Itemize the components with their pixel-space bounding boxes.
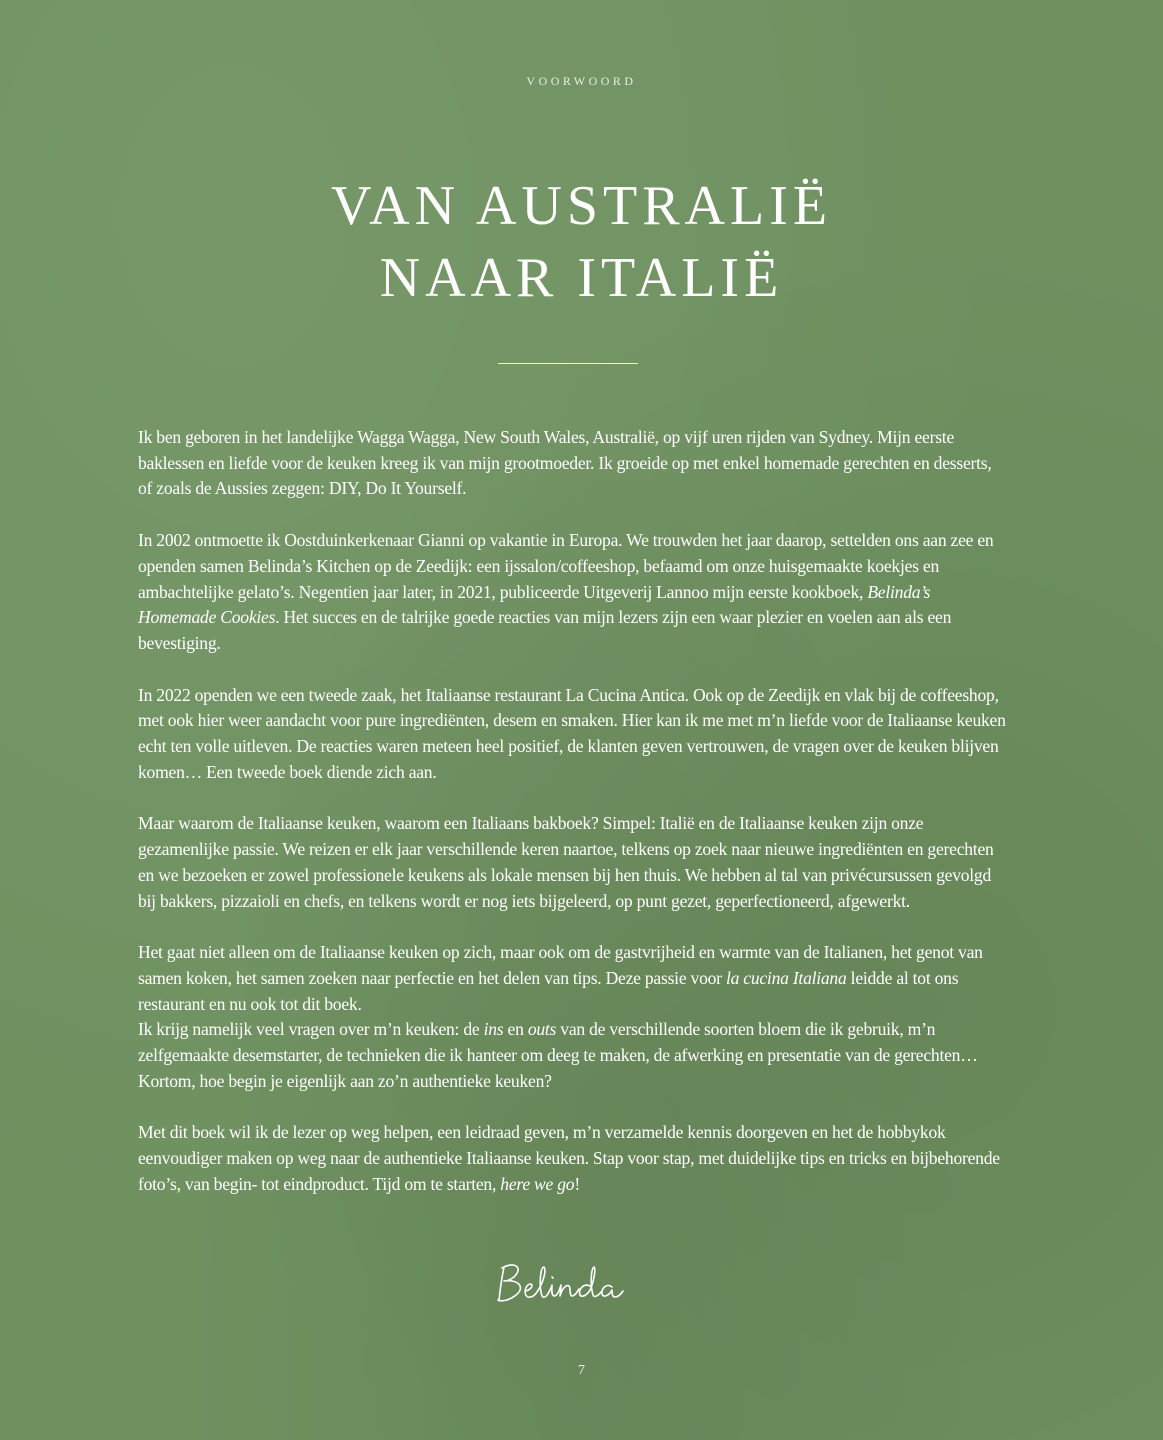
paragraph-7 bbox=[138, 1120, 1008, 1197]
page-number: 7 bbox=[578, 1363, 585, 1378]
paragraph-2-text-b: . Het succes en de talrijke goede reacties van mijn lezers zijn een waar plezier en voelen aan als een bevestiging. bbox=[138, 607, 952, 653]
paragraph-4: Maar waarom de Italiaanse keuken, waarom een Italiaans bakboek? Simpel: Italië en de Italiaanse keuken zijn onze gezamenlijke passie. We reizen er elk jaar verschillende keren naartoe, telkens op zoek naar nieuwe ingrediënten en gerechten en we bezoeken er zowel professionele keukens als lokale mensen bij hen thuis. We hebben al tal van privécursussen gevolgd bij bakkers, pizzaioli en chefs, en telkens wordt er nog iets bijgeleerd, op punt gezet, geperfectioneerd, afgewerkt. bbox=[138, 813, 994, 911]
signature bbox=[490, 1255, 660, 1315]
paragraph-5-text-b: leidde al tot ons restaurant en nu ook tot dit boek. bbox=[138, 967, 959, 1014]
section-kicker: VOORWOORD bbox=[526, 74, 637, 88]
paragraph-5-text-a: Het gaat niet alleen om de Italiaanse keuken op zich, maar ook om de gastvrijheid en warmte van de Italianen, het genot van samen koken, het samen zoeken naar perfectie en het delen van tips. Deze passie voor bbox=[138, 942, 983, 988]
title-line-1: VAN AUSTRALIË bbox=[330, 175, 833, 237]
paragraph-6 bbox=[138, 1017, 1008, 1094]
here-we-go-italic: here we go bbox=[500, 1173, 575, 1194]
page-title bbox=[0, 170, 1163, 314]
paragraph-6-text-b: en bbox=[503, 1019, 528, 1040]
paragraph-2-text-a: In 2002 ontmoette ik Oostduinkerkenaar Gianni op vakantie in Europa. We trouwden het jaar daarop, settelden ons aan zee en openden samen Belinda’s Kitchen op de Zeedijk: een ijssalon/coffeeshop, befaamd om onze huisgemaakte koekjes en ambachtelijke gelato’s. Negentien jaar later, in 2021, publiceerde Uitgeverij Lannoo mijn eerste kookboek, bbox=[138, 530, 994, 602]
outs-italic: outs bbox=[527, 1019, 557, 1040]
title-divider bbox=[498, 363, 638, 364]
foreword-body bbox=[138, 425, 1008, 1224]
book-title-italic: Belinda’s Homemade Cookies bbox=[138, 581, 931, 628]
paragraph-7-text-a: Met dit boek wil ik de lezer op weg helpen, een leidraad geven, m’n verzamelde kennis doorgeven en het de hobbykok eenvoudiger maken op weg naar de authentieke Italiaanse keuken. Stap voor stap, met duidelijke tips en tricks en bijbehorende foto’s, van begin- tot eindproduct. Tijd om te starten, bbox=[138, 1122, 1000, 1194]
handwritten-signature-icon bbox=[490, 1255, 660, 1315]
paragraph-2 bbox=[138, 528, 1008, 657]
title-line-2: NAAR ITALIË bbox=[379, 247, 784, 309]
paragraph-5 bbox=[138, 940, 1008, 1017]
paragraph-1: Ik ben geboren in het landelijke Wagga Wagga, New South Wales, Australië, op vijf uren rijden van Sydney. Mijn eerste baklessen en liefde voor de keuken kreeg ik van mijn grootmoeder. Ik groeide op met enkel homemade gerechten en desserts, of zoals de Aussies zeggen: DIY, Do It Yourself. bbox=[138, 427, 992, 499]
la-cucina-italiana-italic: la cucina Italiana bbox=[725, 967, 847, 988]
paragraph-6-text-a: Ik krijg namelijk veel vragen over m’n keuken: de bbox=[138, 1019, 484, 1040]
paragraph-6-text-c: van de verschillende soorten bloem die ik gebruik, m’n zelfgemaakte desemstarter, de technieken die ik hanteer om deeg te maken, de afwerking en presentatie van de gerechten… Kortom, hoe begin je eigenlijk aan zo’n authentieke keuken? bbox=[138, 1019, 978, 1091]
ins-italic: ins bbox=[483, 1019, 504, 1040]
paragraph-7-text-b: ! bbox=[574, 1173, 580, 1194]
paragraph-3: In 2022 openden we een tweede zaak, het Italiaanse restaurant La Cucina Antica. Ook op de Zeedijk en vlak bij de coffeeshop, met ook hier weer aandacht voor pure ingrediënten, desem en smaken. Hier kan ik me met m’n liefde voor de Italiaanse keuken echt ten volle uitleven. De reacties waren meteen heel positief, de klanten geven vertrouwen, de vragen over de keuken blijven komen… Een tweede boek diende zich aan. bbox=[138, 684, 1006, 782]
